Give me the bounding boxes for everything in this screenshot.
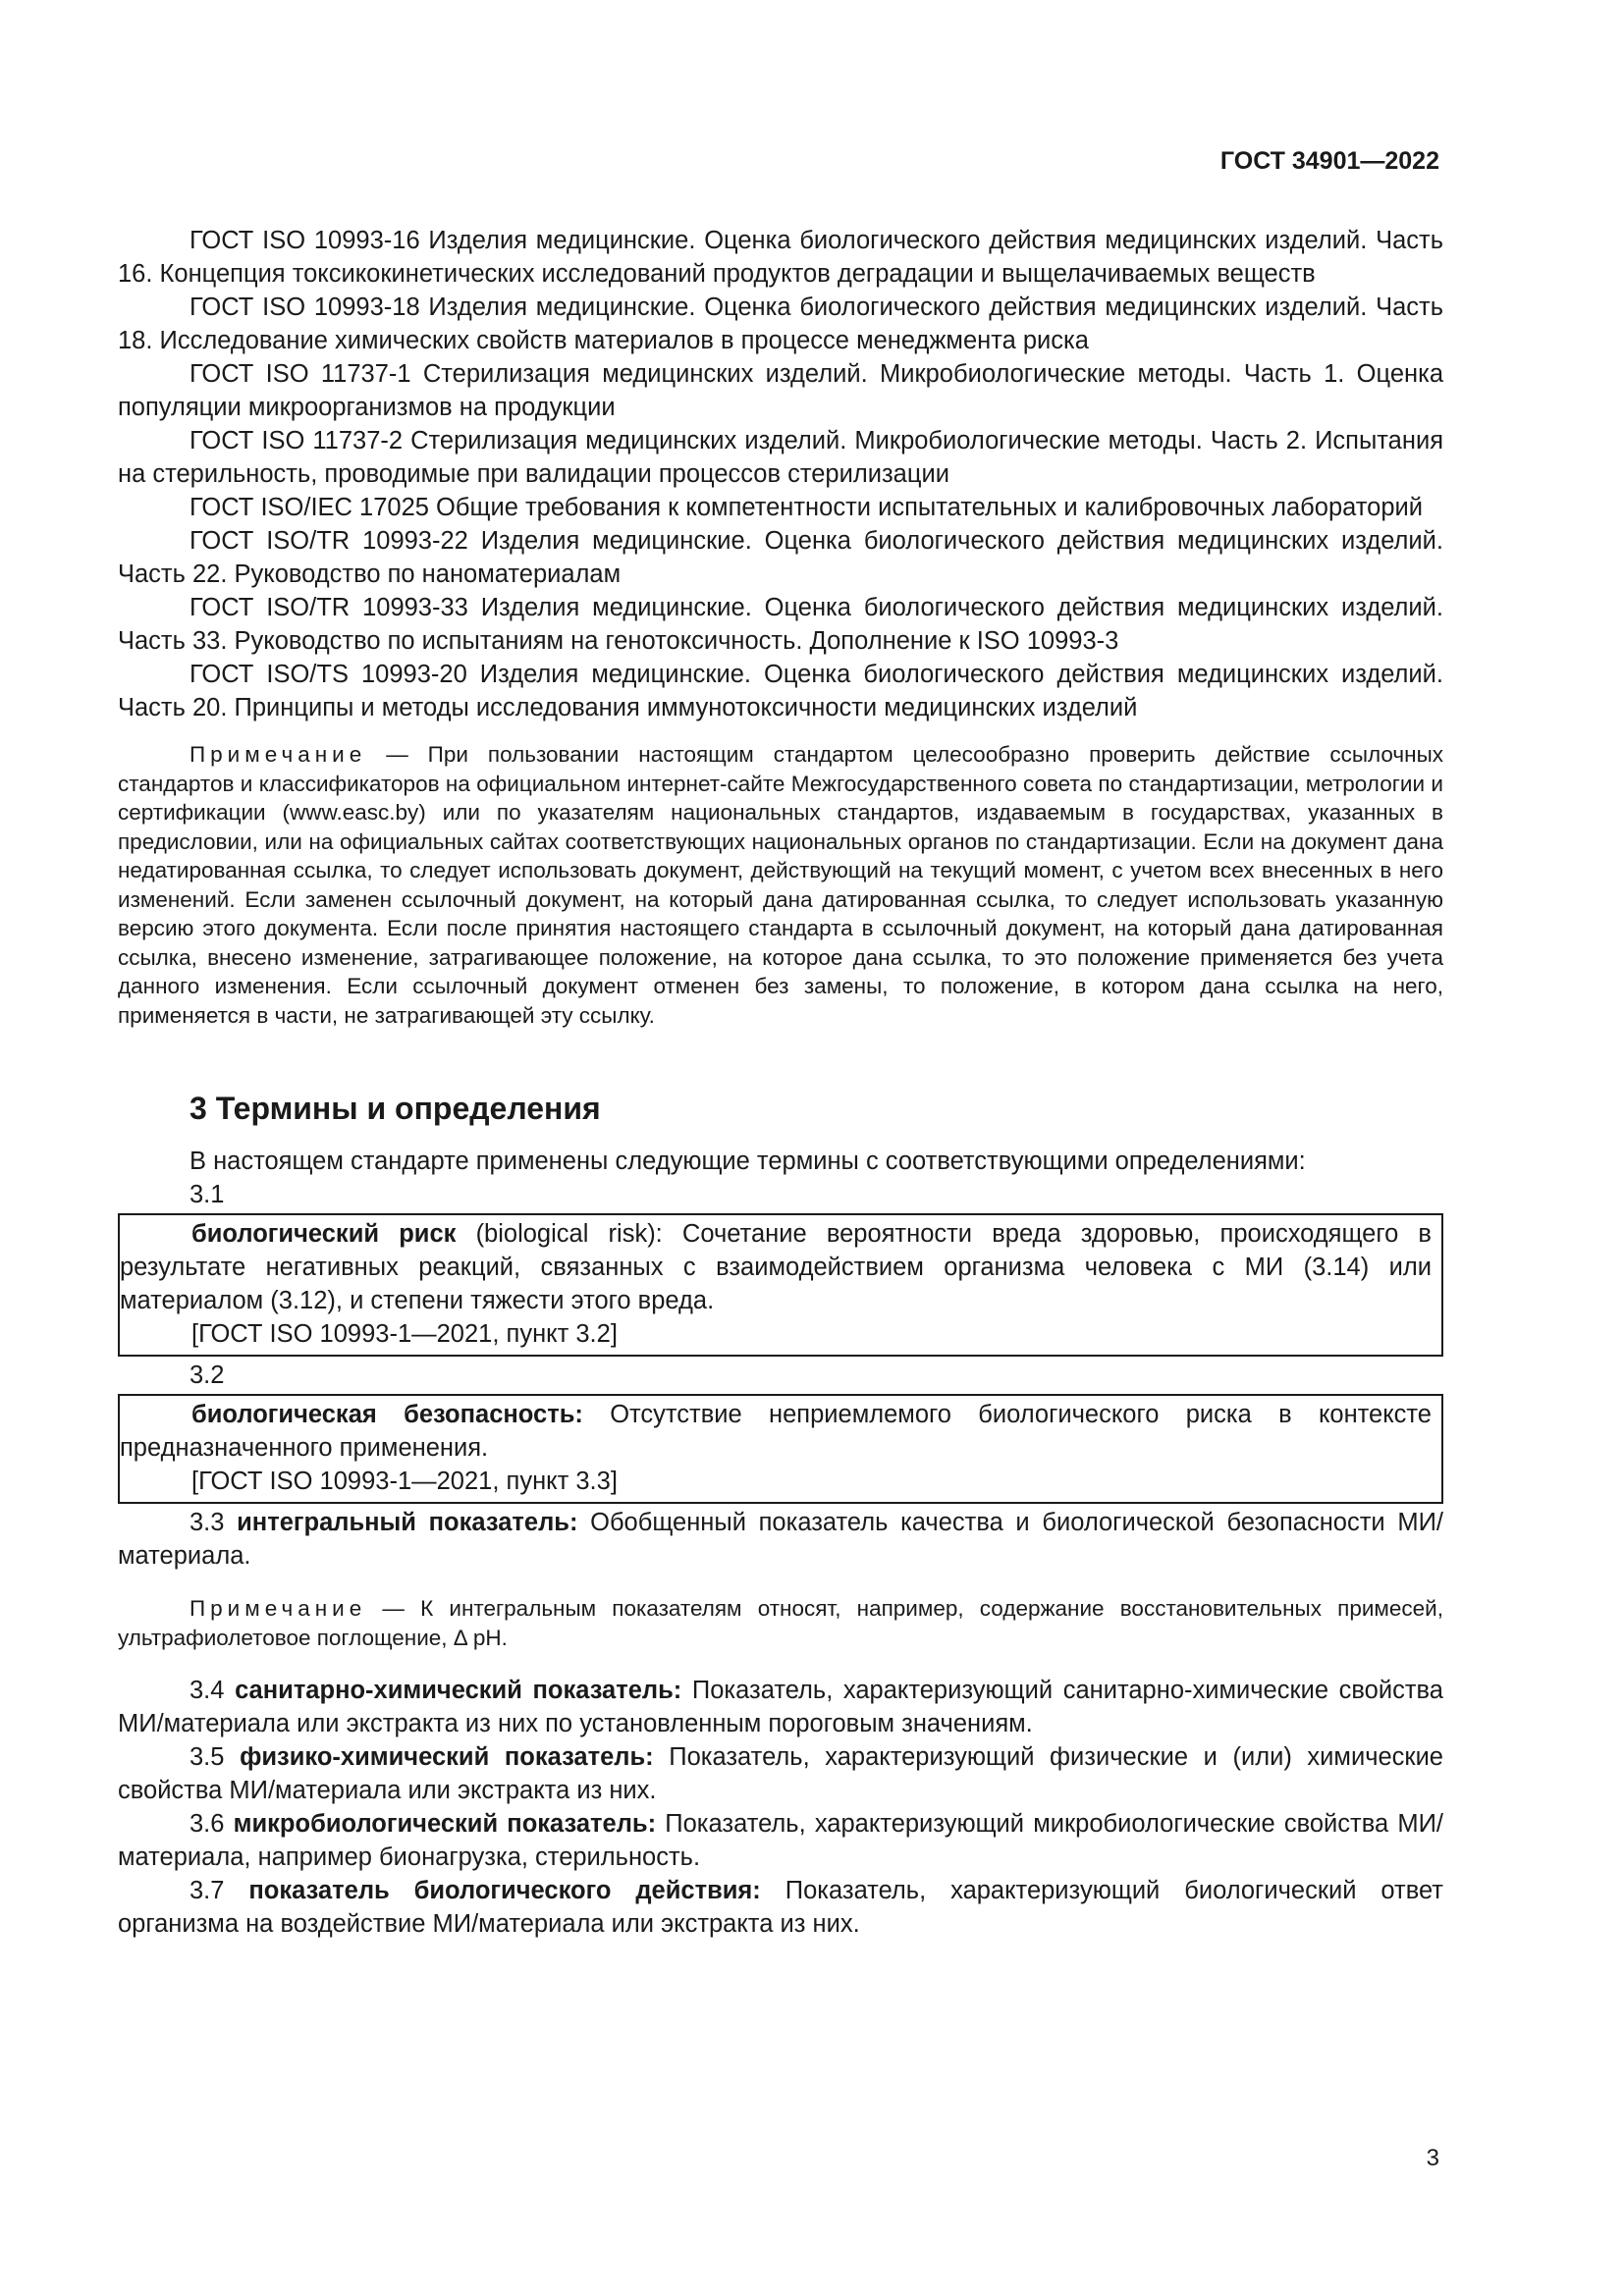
term-number: 3.5 [189, 1743, 241, 1771]
term-number: 3.2 [189, 1362, 225, 1389]
term-box-3-1 [118, 1213, 1443, 1357]
term-name: биологическая безопасность: [191, 1401, 583, 1428]
reference-item: ГОСТ ISO 11737-1 Стерилизация медицинских изделий. Микробиологические методы. Часть 1. Оценка популяции микроорганизмов на продукции [118, 360, 1443, 421]
term-source: [ГОСТ ISO 10993-1—2021, пункт 3.3] [191, 1468, 618, 1495]
term-number: 3.3 [189, 1509, 238, 1536]
term-text: Показатель, характеризующий физические и (или) химические свойства МИ/материала или экстракта из них. [118, 1743, 1443, 1804]
reference-item: ГОСТ ISO 10993-16 Изделия медицинские. Оценка биологического действия медицинских изделий. Часть 16. Концепция токсикокинетических исследований продуктов деградации и выщелачиваемых веществ [118, 227, 1443, 288]
term-3-6 [118, 1807, 1443, 1874]
term-definition [120, 1398, 1432, 1465]
note-label: Примечание [189, 1596, 367, 1621]
term-name: санитарно-химический показатель: [235, 1677, 682, 1704]
term-note [118, 1594, 1443, 1652]
document-header: ГОСТ 34901—2022 [1219, 147, 1439, 175]
term-name: показатель биологического действия: [248, 1877, 761, 1904]
reference-list [118, 224, 1443, 724]
term-text: Отсутствие неприемлемого биологического риска в контексте предназначенного применения. [120, 1401, 1432, 1462]
term-number: 3.7 [189, 1877, 249, 1904]
reference-item: ГОСТ ISO/IEC 17025 Общие требования к компетентности испытательных и калибровочных лабораторий [189, 494, 1423, 521]
term-name: биологический риск [191, 1220, 457, 1248]
term-3-5 [118, 1740, 1443, 1807]
term-text: Показатель, характеризующий биологический ответ организма на воздействие МИ/материала или экстракта из них. [118, 1877, 1443, 1938]
section-intro: В настоящем стандарте применены следующие термины с соответствующими определениями: [189, 1148, 1306, 1175]
term-text: Обобщенный показатель качества и биологической безопасности МИ/материала. [118, 1509, 1443, 1570]
term-name: физико-химический показатель: [240, 1743, 654, 1771]
note-label: Примечание [189, 742, 367, 767]
references-note [118, 740, 1443, 1030]
page-number: 3 [1426, 2145, 1439, 2171]
section-title: 3 Термины и определения [189, 1091, 601, 1126]
term-3-4 [118, 1674, 1443, 1740]
term-name: интегральный показатель: [237, 1509, 578, 1536]
term-text: Показатель, характеризующий санитарно-химические свойства МИ/материала или экстракта из них по установленным пороговым значениям. [118, 1677, 1443, 1737]
term-name: микробиологический показатель: [233, 1810, 657, 1838]
term-text: Показатель, характеризующий микробиологические свойства МИ/материала, например бионагрузка, стерильность. [118, 1810, 1443, 1871]
term-source: [ГОСТ ISO 10993-1—2021, пункт 3.2] [191, 1320, 618, 1348]
note-text: — При пользовании настоящим стандартом целесообразно проверить действие ссылочных стандартов и классификаторов на официальном интернет-сайте Межгосударственного совета по стандартизации, метрологии и сертификации (www.easc.by) или по указателям национальных стандартов, издаваемым в государствах, указанных в предисловии, или на официальных сайтах соответствующих национальных органов по стандартизации. Если на документ дана недатированная ссылка, то следует использовать документ, действующий на текущий момент, с учетом всех внесенных в него изменений. Если заменен ссылочный документ, на который дана датированная ссылка, то следует использовать указанную версию этого документа. Если после принятия настоящего стандарта в ссылочный документ, на который дана датированная ссылка, внесено изменение, затрагивающее положение, на которое дана ссылка, то это положение применяется без учета данного изменения. Если ссылочный документ отменен без замены, то положение, в котором дана ссылка на него, применяется в части, не затрагивающей эту ссылку. [118, 742, 1443, 1028]
note-text: — К интегральным показателям относят, например, содержание восстановительных примесей, ультрафиолетовое поглощение, Δ pH. [118, 1596, 1443, 1650]
term-3-7 [118, 1874, 1443, 1941]
term-definition [120, 1217, 1432, 1317]
reference-item: ГОСТ ISO 11737-2 Стерилизация медицинских изделий. Микробиологические методы. Часть 2. Испытания на стерильность, проводимые при валидации процессов стерилизации [118, 427, 1443, 488]
reference-item: ГОСТ ISO/TR 10993-22 Изделия медицинские. Оценка биологического действия медицинских изделий. Часть 22. Руководство по наноматериалам [118, 527, 1443, 588]
reference-item: ГОСТ ISO/TS 10993-20 Изделия медицинские. Оценка биологического действия медицинских изделий. Часть 20. Принципы и методы исследования иммунотоксичности медицинских изделий [118, 661, 1443, 721]
reference-item: ГОСТ ISO 10993-18 Изделия медицинские. Оценка биологического действия медицинских изделий. Часть 18. Исследование химических свойств материалов в процессе менеджмента риска [118, 294, 1443, 354]
term-number: 3.6 [189, 1810, 234, 1838]
term-number: 3.4 [189, 1677, 236, 1704]
term-number: 3.1 [189, 1181, 225, 1208]
term-3-3 [118, 1506, 1443, 1573]
term-box-3-2 [118, 1394, 1443, 1504]
page-content [118, 224, 1443, 1941]
term-text: (biological risk): Сочетание вероятности вреда здоровью, происходящего в результате негативных реакций, связанных с взаимодействием организма человека с МИ (3.14) или материалом (3.12), и степени тяжести этого вреда. [120, 1220, 1432, 1314]
reference-item: ГОСТ ISO/TR 10993-33 Изделия медицинские. Оценка биологического действия медицинских изделий. Часть 33. Руководство по испытаниям на генотоксичность. Дополнение к ISO 10993-3 [118, 594, 1443, 655]
